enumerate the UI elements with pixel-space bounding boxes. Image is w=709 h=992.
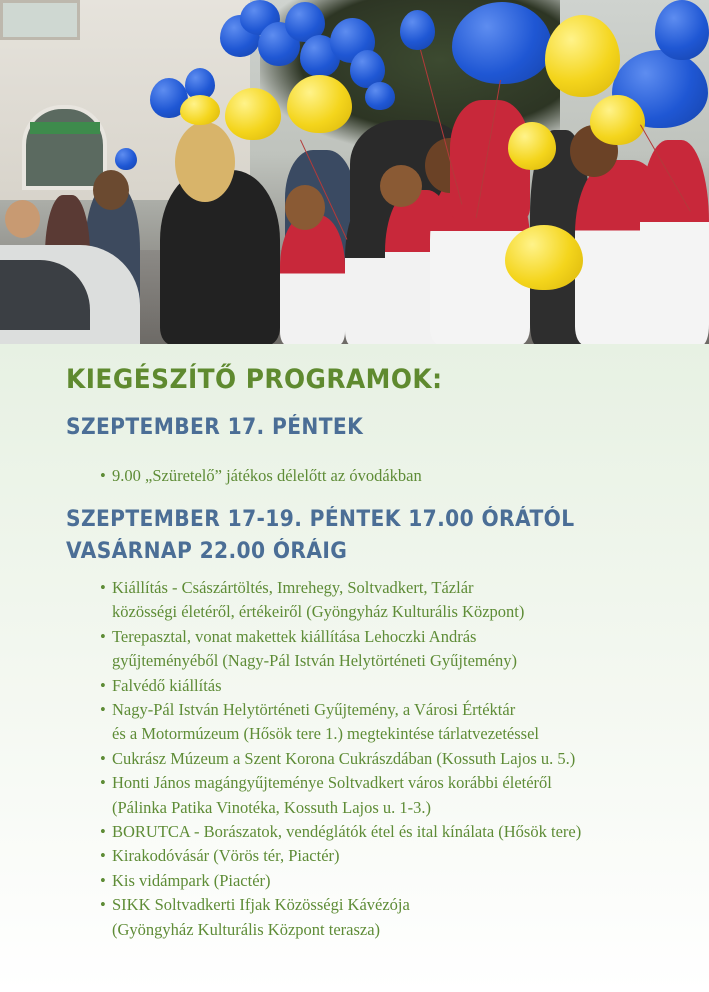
- blue-balloon: [452, 2, 552, 84]
- page-title: KIEGÉSZÍTŐ PROGRAMOK:: [66, 364, 443, 395]
- list-item-text-continued: közösségi életéről, értékeiről (Gyöngyház Kulturális Központ): [112, 602, 525, 622]
- list-item-text: Terepasztal, vonat makettek kiállítása Lehoczki András: [112, 626, 477, 646]
- blue-balloon: [655, 0, 709, 60]
- day1-heading: SZEPTEMBER 17. PÉNTEK: [66, 415, 364, 440]
- yellow-balloon: [505, 225, 583, 290]
- list-item: [112, 844, 581, 868]
- list-item-text: BORUTCA - Borászatok, vendéglátók étel és ital kínálata (Hősök tere): [112, 822, 582, 842]
- day2-heading-line2: VASÁRNAP 22.00 ÓRÁIG: [66, 539, 348, 564]
- child-folk-costume: [280, 215, 345, 344]
- festival-photo: [0, 0, 709, 344]
- list-item-text: Kirakodóvásár (Vörös tér, Piactér): [112, 846, 340, 866]
- list-item-text-continued: és a Motormúzeum (Hősök tere 1.) megtekintése tárlatvezetéssel: [112, 724, 540, 744]
- list-item: [112, 576, 581, 625]
- list-item: [112, 698, 581, 747]
- list-item: [112, 625, 581, 674]
- yellow-balloon: [225, 88, 281, 140]
- yellow-balloon: [180, 95, 220, 125]
- blue-balloon: [365, 82, 395, 110]
- list-item: [112, 820, 581, 844]
- child-head: [285, 185, 325, 230]
- crowd-head: [93, 170, 129, 210]
- list-item: [112, 674, 581, 698]
- list-item-text: SIKK Soltvadkerti Ifjak Közösségi Kávézója: [112, 895, 410, 915]
- day2-heading-line1: SZEPTEMBER 17-19. PÉNTEK 17.00 ÓRÁTÓL: [66, 507, 575, 532]
- list-item-text: Kiállítás - Császártöltés, Imrehegy, Soltvadkert, Tázlár: [112, 578, 474, 597]
- list-item-text: Kis vidámpark (Piactér): [112, 870, 271, 890]
- yellow-balloon: [590, 95, 645, 145]
- list-item-text-continued: (Gyöngyház Kulturális Központ terasza): [112, 919, 381, 939]
- day2-list: [112, 576, 581, 942]
- building-window: [0, 0, 80, 40]
- list-item: [112, 747, 581, 771]
- list-item-text-continued: gyűjteményéből (Nagy-Pál István Helytörténeti Gyűjtemény): [112, 651, 518, 671]
- list-item-text: Cukrász Múzeum a Szent Korona Cukrászdában (Kossuth Lajos u. 5.): [112, 748, 576, 768]
- parked-car: [0, 245, 140, 344]
- building-doorway: [22, 105, 107, 190]
- building-sign: [30, 122, 100, 134]
- yellow-balloon: [287, 75, 352, 133]
- list-item: [112, 464, 422, 488]
- list-item-text: 9.00 „Szüretelő” játékos délelőtt az óvodákban: [112, 466, 422, 485]
- program-content: [0, 344, 709, 992]
- child-head: [380, 165, 422, 207]
- car-window: [0, 260, 90, 330]
- blue-balloon: [115, 148, 137, 170]
- blonde-hair: [175, 122, 235, 202]
- child-folk-costume: [640, 140, 709, 344]
- list-item-text: Falvédő kiállítás: [112, 675, 222, 695]
- list-item: [112, 893, 581, 942]
- list-item: [112, 869, 581, 893]
- day1-list: [112, 464, 422, 488]
- list-item-text: Nagy-Pál István Helytörténeti Gyűjtemény, a Városi Értéktár: [112, 700, 516, 720]
- list-item-text-continued: (Pálinka Patika Vinotéka, Kossuth Lajos u. 1-3.): [112, 797, 432, 817]
- list-item-text: Honti János magángyűjteménye Soltvadkert város korábbi életéről: [112, 773, 552, 793]
- blue-balloon: [400, 10, 435, 50]
- list-item: [112, 771, 581, 820]
- crowd-head: [5, 200, 40, 238]
- yellow-balloon: [545, 15, 620, 97]
- yellow-balloon: [508, 122, 556, 170]
